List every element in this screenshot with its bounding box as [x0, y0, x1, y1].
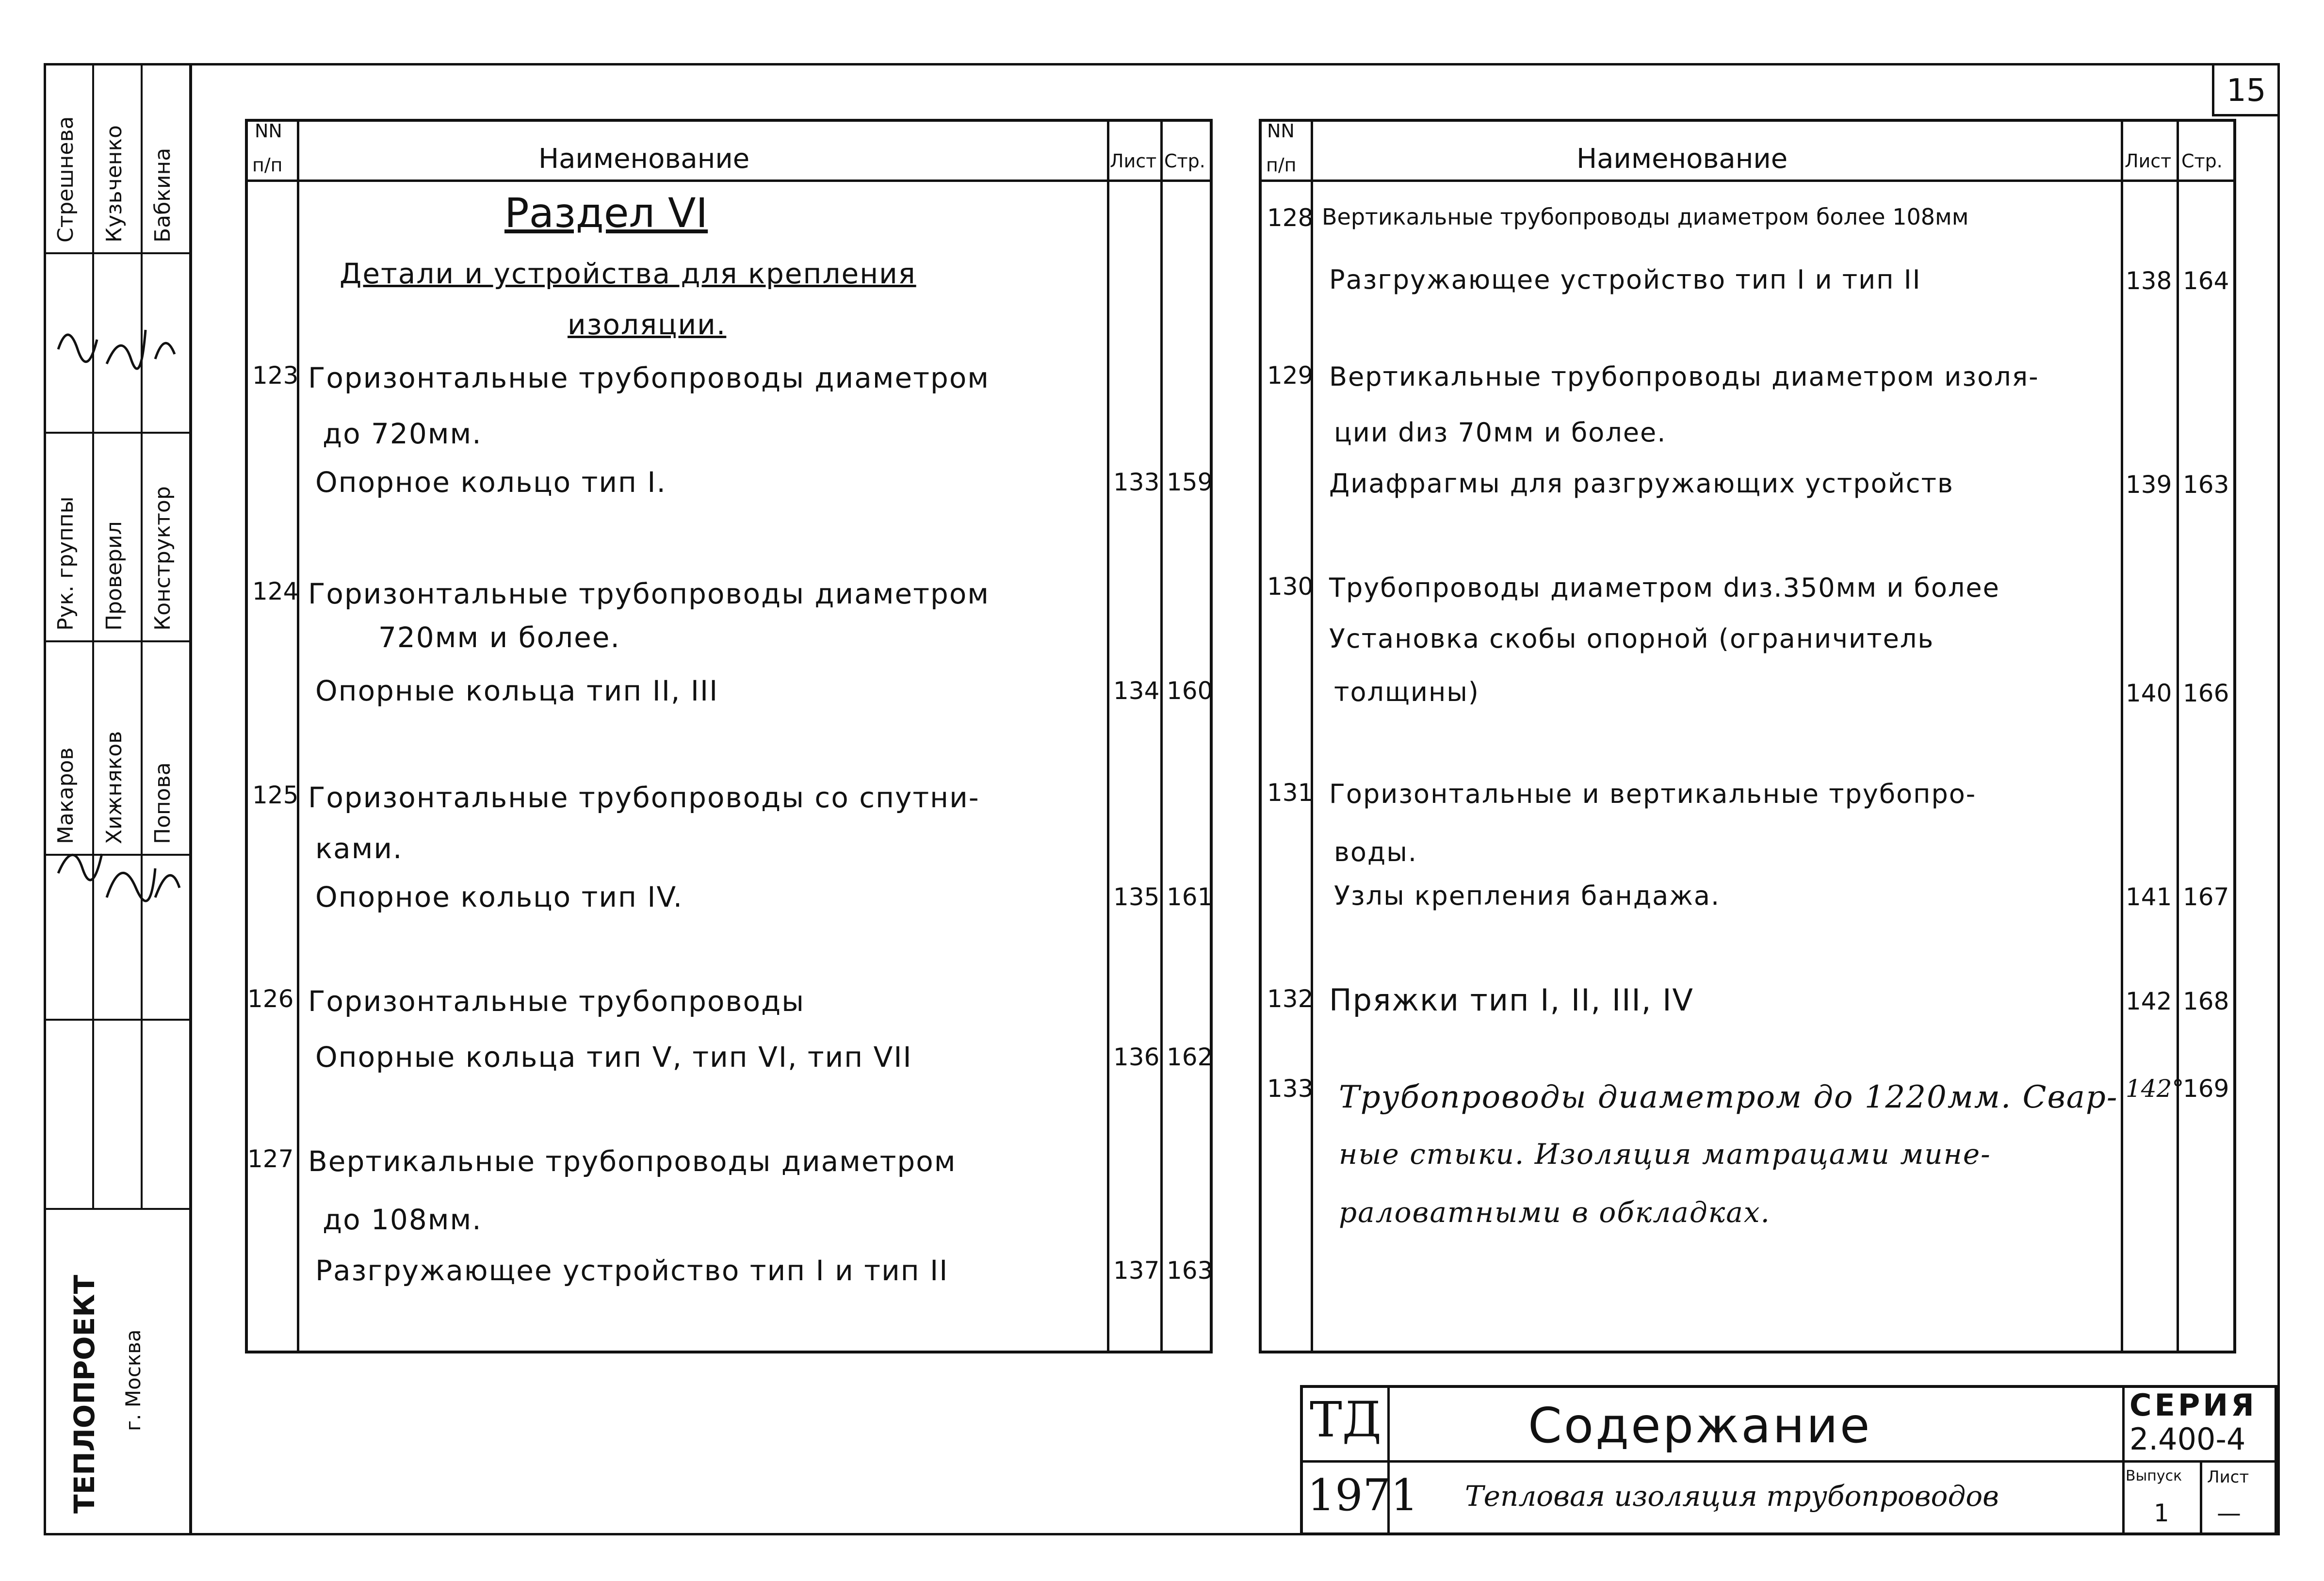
row-page: 164: [2183, 267, 2229, 295]
row-line: Горизонтальные трубопроводы диаметром: [308, 361, 990, 394]
row-line: Горизонтальные трубопроводы со спутни-: [308, 781, 980, 814]
row-line: толщины): [1334, 677, 1479, 707]
doc-code: ТД: [1310, 1391, 1381, 1448]
left-header-nn: NN: [255, 120, 282, 142]
row-line: ции dиз 70мм и более.: [1334, 417, 1667, 448]
right-header-np: п/п: [1266, 154, 1297, 176]
row-list: 142°: [2126, 1075, 2184, 1103]
row-list: 134: [1113, 677, 1160, 705]
row-number: 127: [247, 1145, 294, 1173]
stamp-name-top-2: Кузьченко: [102, 125, 127, 243]
row-line: Вертикальные трубопроводы диаметром изоля-: [1329, 361, 2039, 392]
stamp-name-bottom-2: Хижняков: [102, 731, 127, 844]
row-line: Опорные кольца тип V, тип VI, тип VII: [315, 1041, 912, 1074]
row-line: до 108мм.: [323, 1203, 482, 1236]
row-line: раловатными в обкладках.: [1339, 1196, 1771, 1229]
row-line: до 720мм.: [323, 417, 482, 450]
series-number: 2.400-4: [2129, 1421, 2246, 1457]
row-number: 128: [1267, 204, 1314, 232]
row-list: 139: [2126, 471, 2172, 499]
doc-year: 1971: [1307, 1470, 1419, 1521]
series-label: СЕРИЯ: [2129, 1387, 2257, 1423]
vypusk-value: 1: [2154, 1499, 2169, 1527]
row-line: воды.: [1334, 837, 1417, 867]
list-value: —: [2217, 1499, 2241, 1527]
doc-title: Содержание: [1528, 1397, 1872, 1454]
stamp-divider: [189, 63, 192, 1535]
left-header-list: Лист: [1110, 150, 1157, 172]
row-page: 167: [2183, 883, 2229, 911]
row-list: 138: [2126, 267, 2172, 295]
row-line: Вертикальные трубопроводы диаметром более 108мм: [1322, 204, 1969, 230]
doc-subtitle: Тепловая изоляция трубопроводов: [1465, 1480, 1999, 1513]
row-list: 135: [1113, 883, 1160, 911]
row-page: 163: [1167, 1256, 1213, 1285]
row-line: ные стыки. Изоляция матрацами мине-: [1339, 1138, 1991, 1171]
row-line: Разгружающее устройство тип I и тип II: [315, 1254, 949, 1287]
row-page: 166: [2183, 679, 2229, 707]
row-number: 129: [1267, 361, 1314, 390]
section-title: Раздел VI: [504, 189, 708, 237]
row-page: 159: [1167, 468, 1213, 496]
row-page: 162: [1167, 1043, 1213, 1071]
row-line: Трубопроводы диаметром dиз.350мм и более: [1329, 572, 2000, 603]
row-number: 130: [1267, 572, 1314, 601]
row-number: 131: [1267, 779, 1314, 807]
row-number: 123: [252, 361, 299, 390]
left-header-page: Стр.: [1164, 150, 1205, 172]
stamp-role-1: Рук. группы: [53, 496, 78, 631]
row-list: 142: [2126, 987, 2172, 1015]
right-header-list: Лист: [2125, 150, 2172, 172]
row-line: Пряжки тип I, II, III, IV: [1329, 982, 1694, 1018]
row-list: 136: [1113, 1043, 1160, 1071]
left-header-name: Наименование: [538, 143, 750, 175]
row-list: 137: [1113, 1256, 1160, 1285]
row-line: Горизонтальные трубопроводы диаметром: [308, 577, 990, 610]
row-line: Узлы крепления бандажа.: [1334, 880, 1721, 911]
stamp-name-bottom-3: Попова: [150, 762, 175, 844]
row-number: 124: [252, 577, 299, 605]
row-list: 140: [2126, 679, 2172, 707]
right-header-nn: NN: [1267, 120, 1295, 142]
row-line: Опорные кольца тип II, III: [315, 674, 719, 707]
row-page: 168: [2183, 987, 2229, 1015]
row-line: Диафрагмы для разгружающих устройств: [1329, 468, 1954, 499]
stamp-name-bottom-1: Макаров: [53, 747, 78, 844]
right-header-name: Наименование: [1576, 143, 1788, 175]
row-line: Трубопроводы диаметром до 1220мм. Свар-: [1339, 1079, 2118, 1115]
row-line: Опорное кольцо тип I.: [315, 466, 666, 499]
row-number: 125: [252, 781, 299, 809]
list-label: Лист: [2207, 1467, 2249, 1487]
right-header-page: Стр.: [2181, 150, 2223, 172]
row-list: 141: [2126, 883, 2172, 911]
stamp-org: ТЕПЛОПРОЕКТ: [68, 1274, 101, 1514]
left-header-np: п/п: [252, 154, 283, 176]
stamp-name-top-1: Стрешнева: [53, 116, 78, 243]
stamp-city: г. Москва: [121, 1329, 145, 1431]
row-line: Опорное кольцо тип IV.: [315, 880, 683, 913]
row-number: 132: [1267, 985, 1314, 1013]
stamp-name-top-3: Бабкина: [150, 147, 175, 243]
vypusk-label: Выпуск: [2126, 1467, 2182, 1484]
row-line: Установка скобы опорной (ограничитель: [1329, 623, 1934, 654]
row-line: Вертикальные трубопроводы диаметром: [308, 1145, 957, 1178]
row-line: Горизонтальные трубопроводы: [308, 985, 805, 1018]
row-list: 133: [1113, 468, 1160, 496]
signatures: [44, 291, 189, 1116]
page-number: 15: [2226, 73, 2266, 109]
row-line: ками.: [315, 832, 403, 865]
row-page: 163: [2183, 471, 2229, 499]
section-sub-1: Детали и устройства для крепления: [340, 257, 916, 290]
row-line: Горизонтальные и вертикальные трубопро-: [1329, 779, 1977, 809]
row-number: 126: [247, 985, 294, 1013]
row-line: Разгружающее устройство тип I и тип II: [1329, 264, 1921, 295]
row-number: 133: [1267, 1075, 1314, 1103]
stamp-role-2: Проверил: [102, 521, 127, 631]
row-page: 161: [1167, 883, 1213, 911]
row-page: 169: [2183, 1075, 2229, 1103]
stamp-role-3: Конструктор: [150, 486, 175, 631]
section-sub-2: изоляции.: [568, 308, 727, 341]
row-page: 160: [1167, 677, 1213, 705]
row-line: 720мм и более.: [378, 621, 620, 654]
